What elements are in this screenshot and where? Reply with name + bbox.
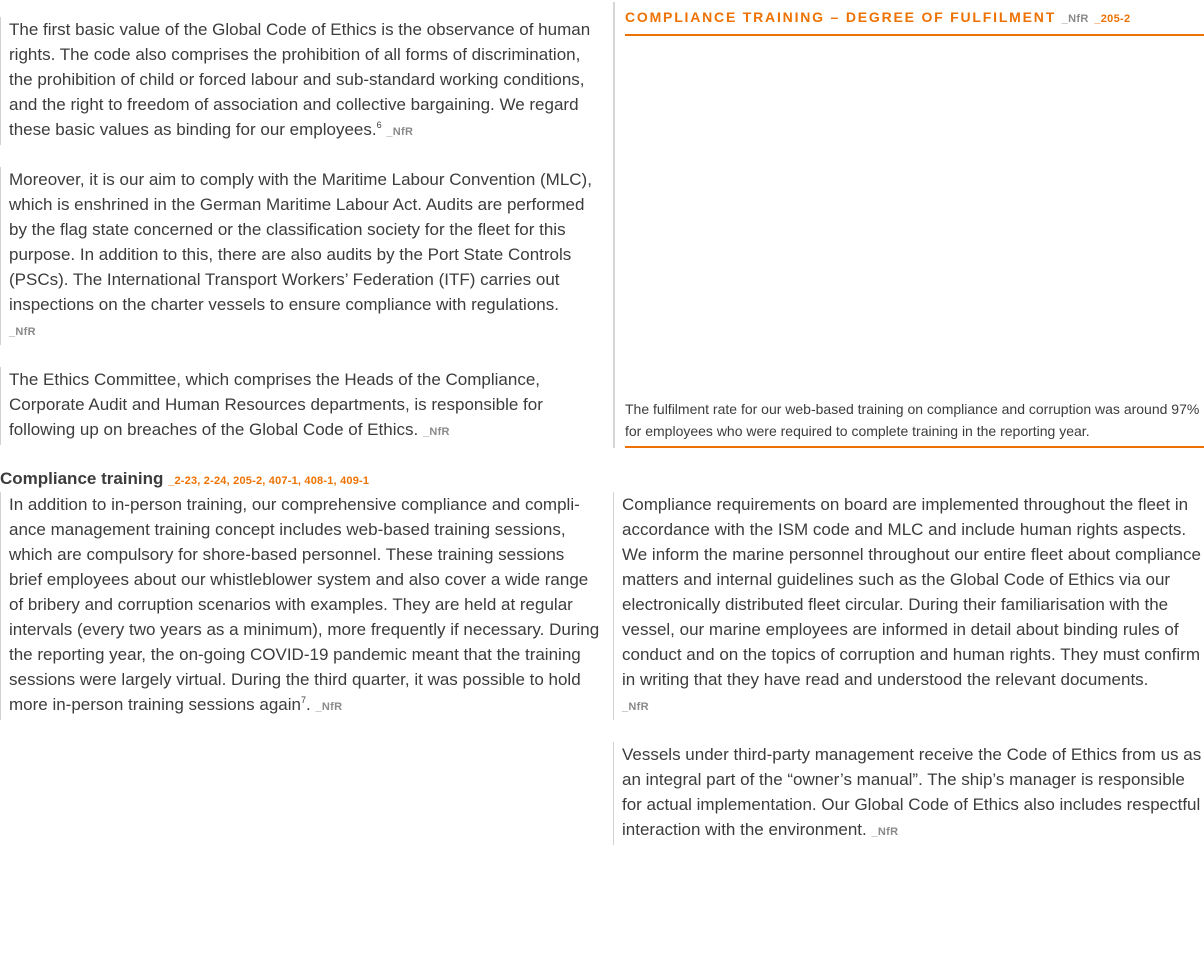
- paragraph-text: Vessels under third-party management receive the Code of Ethics from us as an integral part of the “owner’s manual”. The ship’s manager is responsible for actual implementation. Our Global Code of Ethics also includes respectful interaction with the environment.: [622, 745, 1202, 839]
- paragraph-onboard-compliance: [613, 492, 1204, 720]
- paragraph-text: In addition to in-person training, our comprehensive compliance and compliance management training concept includes web-based training sessions, which are compulsory for shore-based personnel. These training sessions brief employees about our whistleblower system and also cover a wide range of bribery and corruption scenarios with examples. They are held at regular intervals (every two years as a minimum), more frequently if necessary. During the reporting year, the on-going COVID-19 pandemic meant that the training sessions were largely virtual. During the third quarter, it was possible to hold more in-person training sessions again: [9, 495, 600, 714]
- nfr-tag: _NfR: [9, 326, 36, 338]
- paragraph-third-party-vessels: [613, 742, 1204, 845]
- nfr-tag: _NfR: [871, 826, 899, 838]
- section-gri-refs: _2-23, 2-24, 205-2, 407-1, 408-1, 409-1: [168, 475, 370, 487]
- paragraph-training-concept: [0, 492, 600, 720]
- paragraph-end: .: [306, 695, 311, 714]
- section-heading: [0, 469, 369, 489]
- nfr-tag: _NfR: [386, 126, 414, 138]
- chart-box-top-rule: [625, 34, 1204, 36]
- chart-box-caption: The fulfilment rate for our web-based training on compliance and corruption was around 97% for employees who were required to complete training in the reporting year.: [625, 401, 1200, 439]
- paragraph-human-rights: [0, 17, 600, 145]
- chart-box-nfr-tag: _NfR: [1061, 13, 1089, 25]
- chart-box-gri-ref: _205-2: [1094, 13, 1131, 25]
- column-divider: [613, 2, 615, 448]
- paragraph-ethics-committee: [0, 367, 600, 445]
- nfr-tag: _NfR: [422, 426, 450, 438]
- chart-box-title-text: COMPLIANCE TRAINING – DEGREE OF FULFILMENT: [625, 9, 1057, 25]
- paragraph-text: The first basic value of the Global Code of Ethics is the observance of human rights. The code also comprises the prohibition of all forms of discrimination, the prohibition of child or forced labour and sub-standard working conditions, and the right to freedom of association and collective bargaining. We regard these basic values as binding for our employees.: [9, 20, 591, 139]
- section-title: Compliance training: [0, 469, 164, 488]
- nfr-tag: _NfR: [622, 701, 649, 713]
- chart-box-bottom-rule: [625, 446, 1204, 448]
- footnote-marker: 7: [301, 695, 307, 705]
- footnote-marker: 6: [376, 120, 382, 130]
- paragraph-text: Moreover, it is our aim to comply with the Maritime Labour Convention (MLC), which is enshrined in the German Maritime Labour Act. Audits are performed by the flag state concerned or the classification society for the fleet for this purpose. In addition to this, there are also audits by the Port State Controls (PSCs). The International Transport Workers’ Federation (ITF) carries out inspections on the charter vessels to ensure compliance with regulations.: [9, 170, 592, 314]
- chart-area: [625, 40, 1204, 390]
- paragraph-text: The Ethics Committee, which comprises the Heads of the Compliance, Corporate Audit and Human Resources departments, is responsible for following up on breaches of the Global Code of Ethics.: [9, 370, 543, 439]
- paragraph-text: Compliance requirements on board are implemented throughout the fleet in accordance with the ISM code and MLC and include human rights aspects. We inform the marine personnel throughout our entire fleet about compliance matters and internal guidelines such as the Global Code of Ethics via our electronically distributed fleet circular. During their familiarisation with the vessel, our marine employees are informed in detail about binding rules of conduct and on the topics of corruption and human rights. They must confirm in writing that they have read and understood the relevant documents.: [622, 495, 1201, 689]
- chart-box-title: [625, 9, 1130, 25]
- paragraph-maritime-labour: [0, 167, 600, 345]
- nfr-tag: _NfR: [315, 701, 343, 713]
